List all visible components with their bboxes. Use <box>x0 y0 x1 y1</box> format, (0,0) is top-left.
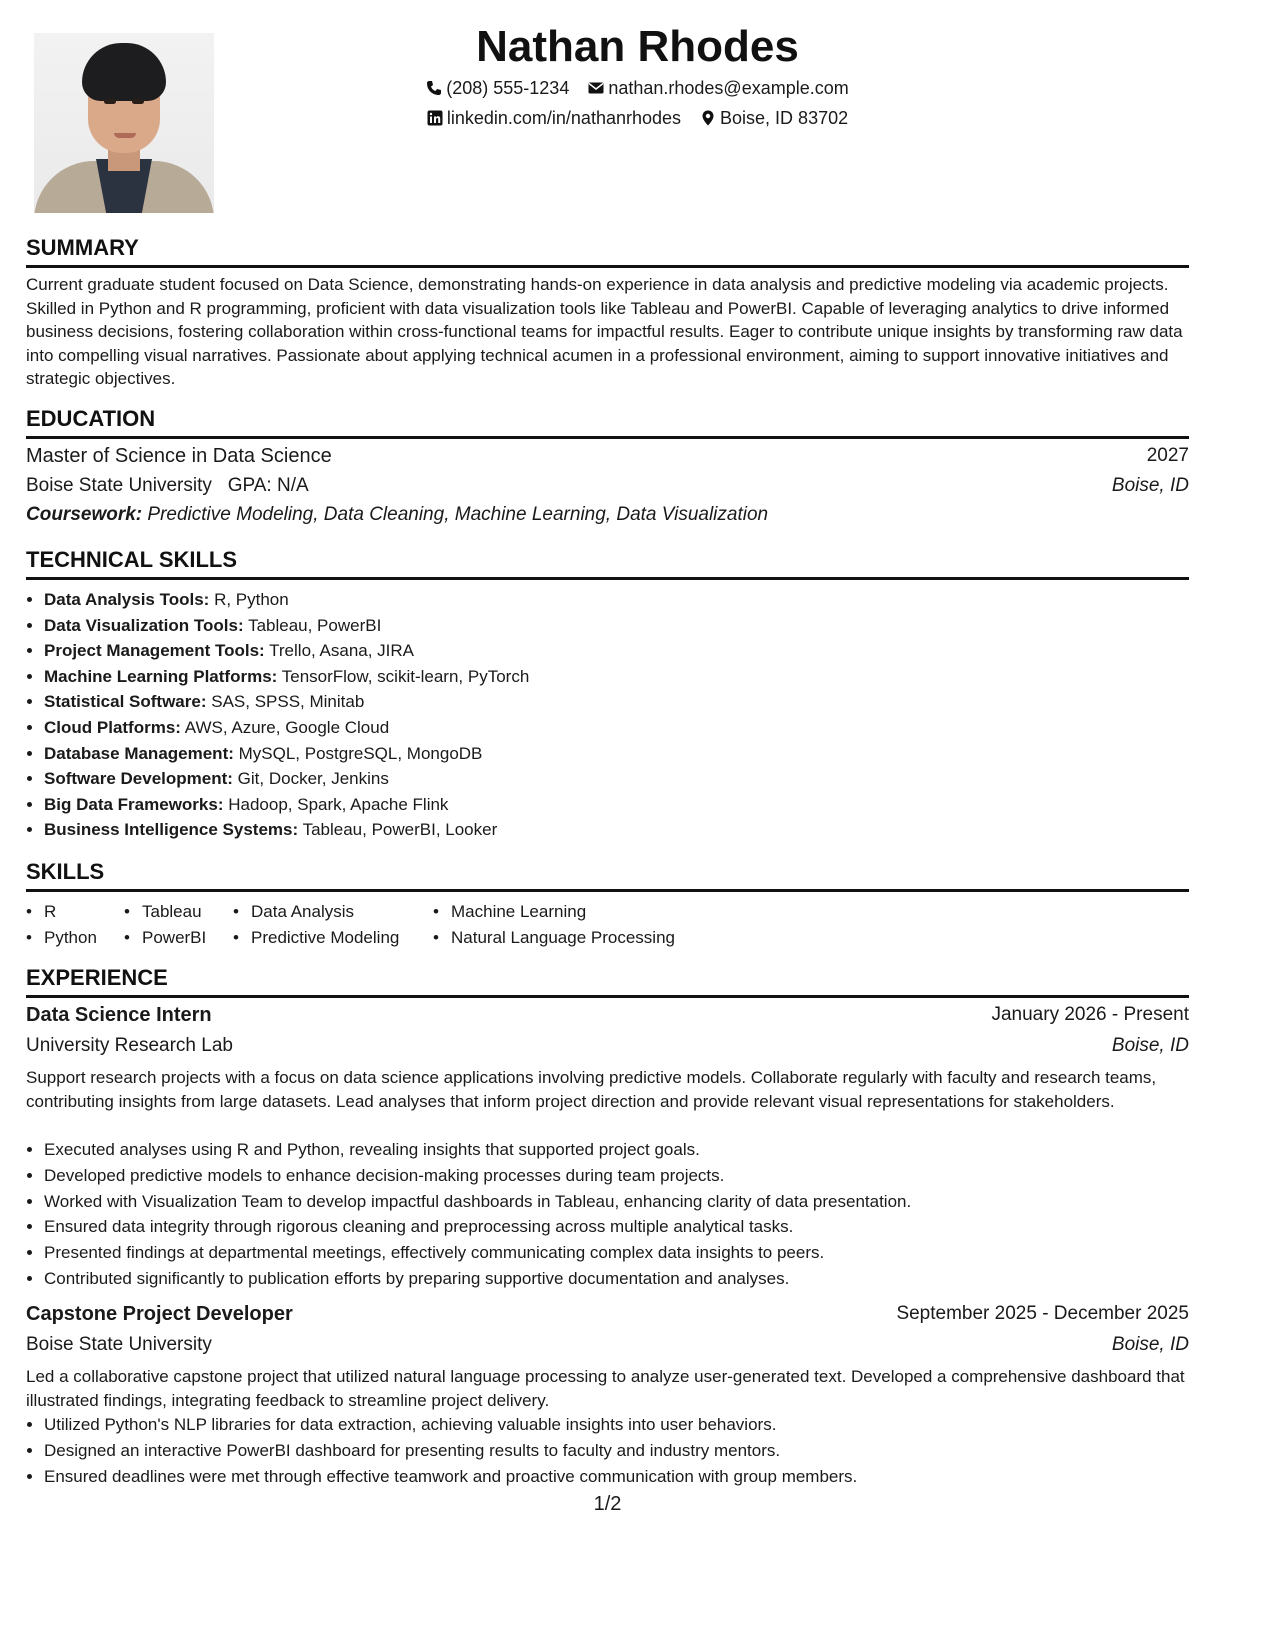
contact-phone[interactable] <box>426 78 569 99</box>
location-text: Boise, ID 83702 <box>720 108 849 128</box>
school-name: Boise State University <box>26 475 212 496</box>
job-description: Support research projects with a focus on data science applications involving predictive models. Collaborate regularly with faculty and research teams, contributing insights from large datasets. Lead analyses that inform project direction and provide relevant visual representations for stakeholders. <box>26 1068 1157 1111</box>
skill-item: • R <box>26 899 97 925</box>
skill-item: • Tableau <box>124 899 206 925</box>
degree-year: 2027 <box>1146 445 1189 466</box>
job-org: Boise State University <box>26 1334 212 1355</box>
job-location: Boise, ID <box>1111 1334 1189 1355</box>
job-bullets <box>26 1137 1189 1292</box>
skills-column <box>26 899 97 951</box>
skills-column <box>433 899 675 951</box>
contact-email[interactable] <box>588 78 848 99</box>
resume-page <box>26 0 1249 1650</box>
skills-column <box>233 899 399 951</box>
job-org: University Research Lab <box>26 1035 233 1056</box>
skill-item: • Machine Learning <box>433 899 675 925</box>
list-item: • Machine Learning Platforms: TensorFlow, scikit-learn, PyTorch <box>44 664 1189 690</box>
list-item: • Software Development: Git, Docker, Jenkins <box>44 766 1189 792</box>
contact-row-1 <box>26 78 1249 99</box>
linkedin-icon <box>427 110 443 126</box>
page-number: 1/2 <box>593 1493 622 1515</box>
list-item: • Project Management Tools: Trello, Asana, JIRA <box>44 638 1189 664</box>
skills-heading: SKILLS <box>26 859 1189 892</box>
contact-location <box>700 108 848 129</box>
skill-item: • Python <box>26 925 97 951</box>
list-item: • Worked with Visualization Team to develop impactful dashboards in Tableau, enhancing clarity of data presentation. <box>44 1189 1189 1215</box>
skill-item: • Natural Language Processing <box>433 925 675 951</box>
skills-column <box>124 899 206 951</box>
job-location: Boise, ID <box>1111 1035 1189 1056</box>
contact-linkedin[interactable] <box>427 108 681 129</box>
list-item: • Ensured data integrity through rigorous cleaning and preprocessing across multiple analytical tasks. <box>44 1214 1189 1240</box>
skill-item: • Data Analysis <box>233 899 399 925</box>
coursework-label: Coursework: <box>26 504 143 525</box>
education-heading: EDUCATION <box>26 406 1189 439</box>
coursework-list: Predictive Modeling, Data Cleaning, Machine Learning, Data Visualization <box>147 504 769 525</box>
job-title: Data Science Intern <box>26 1004 212 1026</box>
degree-title: Master of Science in Data Science <box>26 445 332 467</box>
list-item: • Contributed significantly to publication efforts by preparing supportive documentation and analyses. <box>44 1266 1189 1292</box>
job-title: Capstone Project Developer <box>26 1303 293 1325</box>
list-item: • Designed an interactive PowerBI dashboard for presenting results to faculty and industry mentors. <box>44 1438 1189 1464</box>
job-dates: September 2025 - December 2025 <box>896 1303 1189 1324</box>
candidate-name: Nathan Rhodes <box>476 22 799 71</box>
school-line <box>26 475 309 497</box>
technical-skills-list <box>26 587 1189 843</box>
list-item: • Statistical Software: SAS, SPSS, Minitab <box>44 689 1189 715</box>
list-item: • Data Visualization Tools: Tableau, PowerBI <box>44 613 1189 639</box>
summary-heading: SUMMARY <box>26 235 1189 268</box>
contact-row-2 <box>26 108 1249 129</box>
list-item: • Ensured deadlines were met through effective teamwork and proactive communication with group members. <box>44 1464 1189 1490</box>
job-dates: January 2026 - Present <box>991 1004 1189 1025</box>
phone-text: (208) 555-1234 <box>446 78 570 98</box>
job-bullets <box>26 1412 1189 1489</box>
envelope-icon <box>588 80 604 96</box>
school-location: Boise, ID <box>1111 475 1189 496</box>
list-item: • Database Management: MySQL, PostgreSQL, MongoDB <box>44 741 1189 767</box>
experience-heading: EXPERIENCE <box>26 965 1189 998</box>
email-text: nathan.rhodes@example.com <box>608 78 849 98</box>
list-item: • Cloud Platforms: AWS, Azure, Google Cloud <box>44 715 1189 741</box>
technical-skills-heading: TECHNICAL SKILLS <box>26 547 1189 580</box>
list-item: • Executed analyses using R and Python, revealing insights that supported project goals. <box>44 1137 1189 1163</box>
list-item: • Developed predictive models to enhance decision-making processes during team projects. <box>44 1163 1189 1189</box>
list-item: • Data Analysis Tools: R, Python <box>44 587 1189 613</box>
map-pin-icon <box>700 110 716 126</box>
phone-icon <box>426 80 442 96</box>
gpa: GPA: N/A <box>227 475 309 496</box>
skill-item: • PowerBI <box>124 925 206 951</box>
linkedin-text: linkedin.com/in/nathanrhodes <box>446 108 682 128</box>
summary-text: Current graduate student focused on Data Science, demonstrating hands-on experience in data analysis and predictive modeling via academic projects. Skilled in Python and R programming, proficient with data visualization tools like Tableau and PowerBI. Capable of leveraging analytics to drive informed business decisions, fostering collaboration within cross-functional teams for impactful results. Eager to contribute unique insights by transforming raw data into compelling visual narratives. Passionate about applying technical acumen in a professional environment, aiming to support innovative initiatives and strategic objectives. <box>26 275 1183 388</box>
list-item: • Business Intelligence Systems: Tableau, PowerBI, Looker <box>44 817 1189 843</box>
list-item: • Presented findings at departmental meetings, effectively communicating complex data insights to peers. <box>44 1240 1189 1266</box>
skill-item: • Predictive Modeling <box>233 925 399 951</box>
list-item: • Big Data Frameworks: Hadoop, Spark, Apache Flink <box>44 792 1189 818</box>
list-item: • Utilized Python's NLP libraries for data extraction, achieving valuable insights into user behaviors. <box>44 1412 1189 1438</box>
job-description: Led a collaborative capstone project that utilized natural language processing to analyze user-generated text. Developed a comprehensive dashboard that illustrated findings, integrating feedback to streamline project delivery. <box>26 1367 1185 1410</box>
